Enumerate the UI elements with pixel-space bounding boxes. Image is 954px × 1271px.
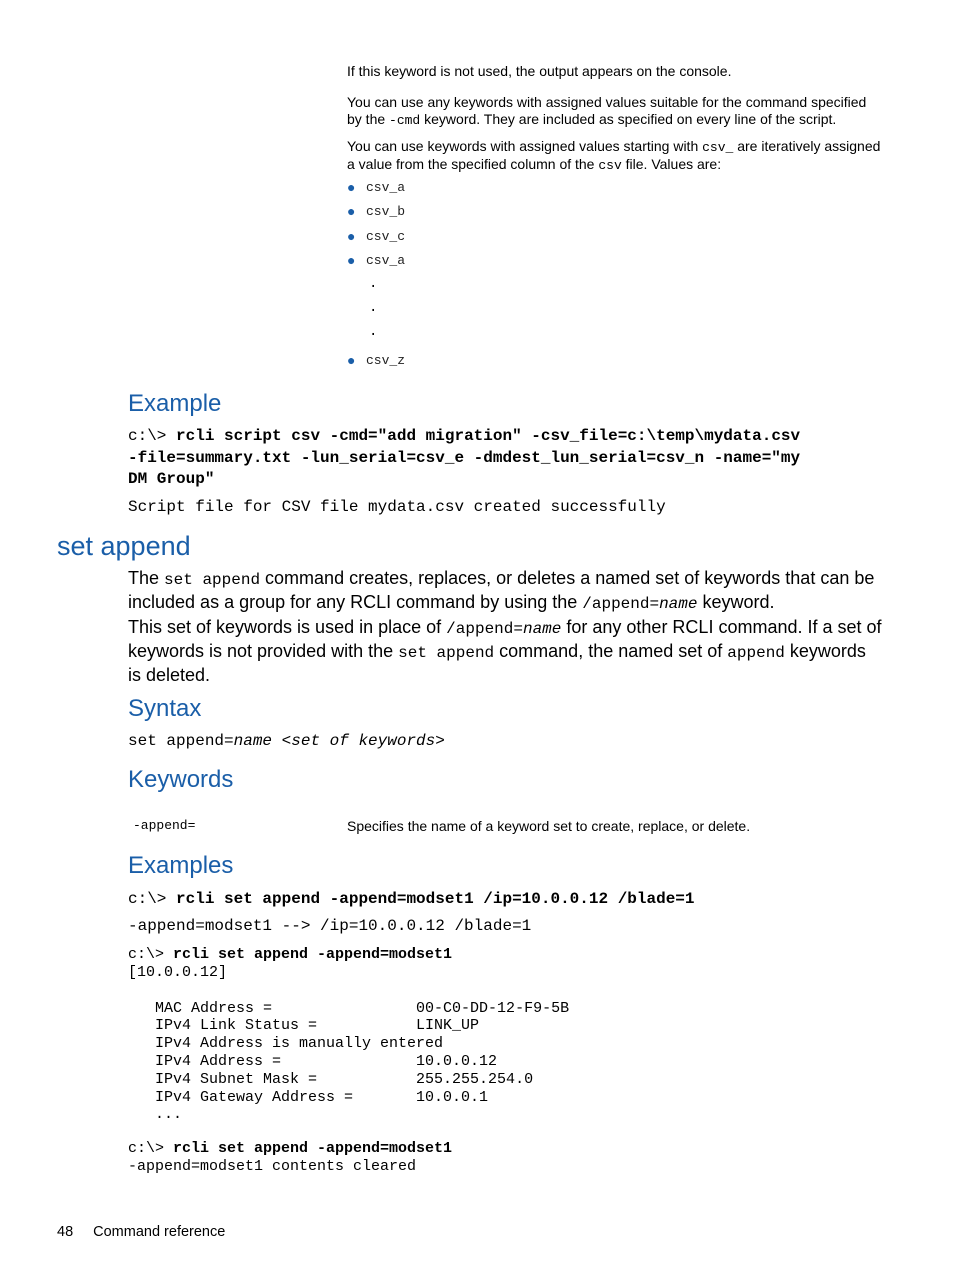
ellipsis-dot: .	[369, 324, 378, 340]
example-3-output: -append=modset1 contents cleared	[128, 1158, 417, 1175]
page-footer	[57, 1224, 225, 1241]
bullet-icon: ●	[347, 352, 356, 368]
ellipsis-dot: .	[369, 300, 378, 316]
example-2-output: [10.0.0.12] MAC Address = 00-C0-DD-12-F9-5B IPv4 Link Status = LINK_UP IPv4 Address is manually entered IPv4 Address = 10.0.0.12 IPv4 Subnet Mask = 255.255.254.0 IPv4 Gateway Address = 10.0.0.1 ...	[128, 964, 570, 1124]
keyword-description: Specifies the name of a keyword set to create, replace, or delete.	[347, 818, 751, 834]
section-title: set append	[57, 531, 191, 561]
syntax-line: set append=name <set of keywords>	[128, 732, 445, 750]
keywords-heading: Keywords	[128, 766, 234, 793]
example-command: c:\> rcli script csv -cmd="add migration" -csv_file=c:\temp\mydata.csv -file=summary.txt -lun_serial=csv_e -dmdest_lun_serial=csv_n -name="my DM Group"	[128, 427, 801, 488]
example-output: Script file for CSV file mydata.csv created successfully	[128, 498, 666, 516]
intro-paragraph-1: If this keyword is not used, the output appears on the console.	[347, 63, 732, 79]
example-2-command: c:\> rcli set append -append=modset1	[128, 946, 453, 963]
section-paragraph-2: This set of keywords is used in place of /append=name for any other RCLI command. If a set of keywords is not provided with the set append command, the named set of append keywords is deleted.	[128, 617, 882, 685]
intro-paragraph-2: You can use any keywords with assigned values suitable for the command specified by the -cmd keyword. They are included as specified on every line of the script.	[347, 94, 867, 128]
footer-section-name: Command reference	[93, 1224, 226, 1240]
examples-heading: Examples	[128, 852, 234, 879]
page-number: 48	[57, 1224, 74, 1240]
keyword-term: -append=	[133, 818, 196, 833]
intro-paragraph-3: You can use keywords with assigned values starting with csv_ are iteratively assigned a value from the specified column of the csv file. Values are:	[347, 138, 881, 173]
example-3-command: c:\> rcli set append -append=modset1	[128, 1140, 453, 1157]
syntax-heading: Syntax	[128, 695, 202, 722]
bullet-icon: ●	[347, 252, 356, 268]
bullet-icon: ●	[347, 179, 356, 195]
section-paragraph-1: The set append command creates, replaces, or deletes a named set of keywords that can be included as a group for any RCLI command by using the /append=name keyword.	[128, 568, 875, 613]
bullet-icon: ●	[347, 203, 356, 219]
example-1-output: -append=modset1 --> /ip=10.0.0.12 /blade=1	[128, 917, 532, 935]
ellipsis-dot: .	[369, 276, 378, 292]
example-1-command: c:\> rcli set append -append=modset1 /ip=10.0.0.12 /blade=1	[128, 890, 695, 908]
example-heading: Example	[128, 390, 222, 417]
bullet-icon: ●	[347, 228, 356, 244]
